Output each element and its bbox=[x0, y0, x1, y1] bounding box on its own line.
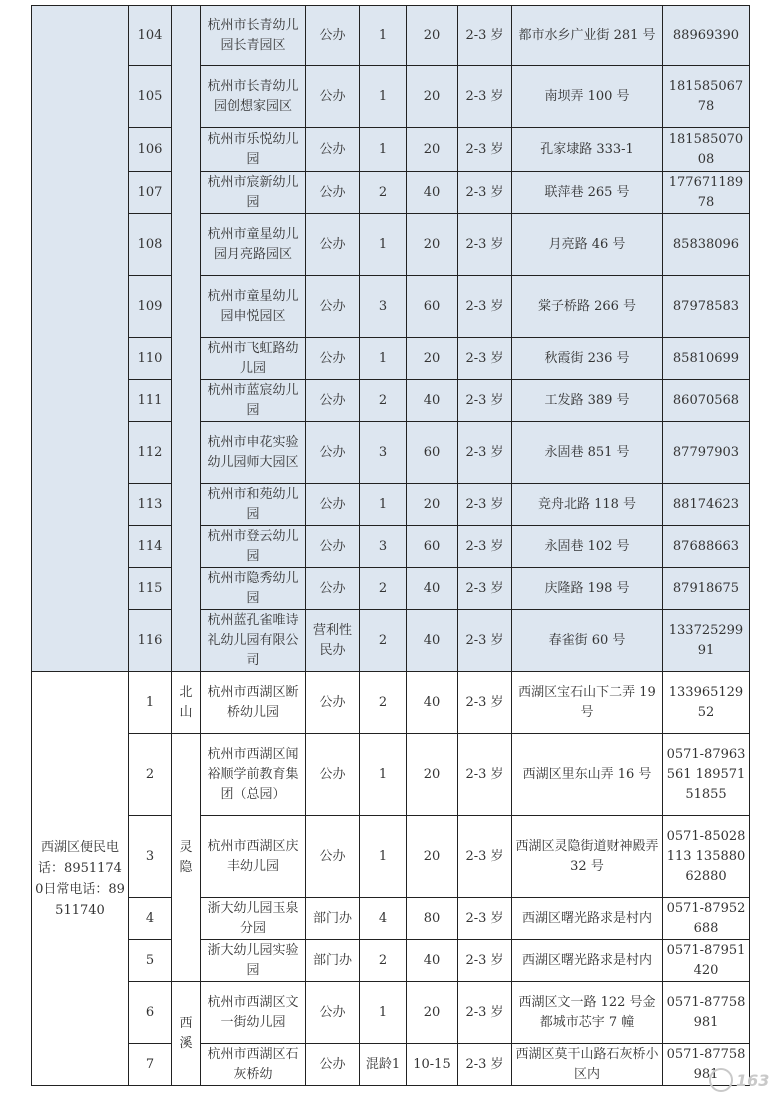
address: 月亮路 46 号 bbox=[512, 214, 663, 276]
table-row bbox=[32, 484, 750, 526]
ownership-type: 公办 bbox=[306, 484, 360, 526]
age-range: 2-3 岁 bbox=[458, 128, 512, 172]
phone: 18158506778 bbox=[663, 66, 750, 128]
age-range: 2-3 岁 bbox=[458, 568, 512, 610]
age-range: 2-3 岁 bbox=[458, 214, 512, 276]
row-no: 108 bbox=[129, 214, 172, 276]
seat-count: 60 bbox=[407, 276, 458, 338]
ownership-type: 公办 bbox=[306, 1044, 360, 1086]
seat-count: 60 bbox=[407, 422, 458, 484]
phone: 0571-87951420 bbox=[663, 940, 750, 982]
subdistrict-beishan: 北山 bbox=[172, 672, 201, 734]
row-no: 3 bbox=[129, 816, 172, 898]
seat-count: 80 bbox=[407, 898, 458, 940]
kindergarten-name: 浙大幼儿园实验园 bbox=[201, 940, 306, 982]
table-row bbox=[32, 526, 750, 568]
ownership-type: 公办 bbox=[306, 6, 360, 66]
phone: 85810699 bbox=[663, 338, 750, 380]
phone: 87797903 bbox=[663, 422, 750, 484]
age-range: 2-3 岁 bbox=[458, 66, 512, 128]
class-count: 4 bbox=[360, 898, 407, 940]
age-range: 2-3 岁 bbox=[458, 380, 512, 422]
row-no: 104 bbox=[129, 6, 172, 66]
ownership-type: 公办 bbox=[306, 66, 360, 128]
phone: 0571-87758981 bbox=[663, 982, 750, 1044]
class-count: 混龄1 bbox=[360, 1044, 407, 1086]
age-range: 2-3 岁 bbox=[458, 1044, 512, 1086]
row-no: 116 bbox=[129, 610, 172, 672]
row-no: 114 bbox=[129, 526, 172, 568]
seat-count: 40 bbox=[407, 568, 458, 610]
table-row bbox=[32, 816, 750, 898]
address: 西湖区灵隐街道财神殿弄 32 号 bbox=[512, 816, 663, 898]
address: 南坝弄 100 号 bbox=[512, 66, 663, 128]
table-row bbox=[32, 276, 750, 338]
address: 工发路 389 号 bbox=[512, 380, 663, 422]
table-row bbox=[32, 128, 750, 172]
kindergarten-name: 杭州市蓝宸幼儿园 bbox=[201, 380, 306, 422]
age-range: 2-3 岁 bbox=[458, 526, 512, 568]
phone: 87918675 bbox=[663, 568, 750, 610]
row-no: 2 bbox=[129, 734, 172, 816]
ownership-type: 营利性民办 bbox=[306, 610, 360, 672]
table-row bbox=[32, 568, 750, 610]
seat-count: 40 bbox=[407, 672, 458, 734]
age-range: 2-3 岁 bbox=[458, 982, 512, 1044]
table-row bbox=[32, 898, 750, 940]
address: 庆隆路 198 号 bbox=[512, 568, 663, 610]
seat-count: 20 bbox=[407, 66, 458, 128]
age-range: 2-3 岁 bbox=[458, 338, 512, 380]
ownership-type: 公办 bbox=[306, 734, 360, 816]
table-row bbox=[32, 1044, 750, 1086]
kindergarten-name: 杭州市童星幼儿园申悦园区 bbox=[201, 276, 306, 338]
age-range: 2-3 岁 bbox=[458, 422, 512, 484]
seat-count: 40 bbox=[407, 610, 458, 672]
kindergarten-name: 浙大幼儿园玉泉分园 bbox=[201, 898, 306, 940]
row-no: 7 bbox=[129, 1044, 172, 1086]
class-count: 1 bbox=[360, 66, 407, 128]
row-no: 105 bbox=[129, 66, 172, 128]
ownership-type: 公办 bbox=[306, 380, 360, 422]
ownership-type: 公办 bbox=[306, 422, 360, 484]
age-range: 2-3 岁 bbox=[458, 816, 512, 898]
address: 孔家埭路 333-1 bbox=[512, 128, 663, 172]
row-no: 106 bbox=[129, 128, 172, 172]
kindergarten-name: 杭州市西湖区闻裕顺学前教育集团（总园） bbox=[201, 734, 306, 816]
phone: 88174623 bbox=[663, 484, 750, 526]
age-range: 2-3 岁 bbox=[458, 610, 512, 672]
phone: 0571-85028113 13588062880 bbox=[663, 816, 750, 898]
phone: 85838096 bbox=[663, 214, 750, 276]
district-cell-prev bbox=[32, 6, 129, 672]
table-row bbox=[32, 214, 750, 276]
class-count: 2 bbox=[360, 672, 407, 734]
class-count: 1 bbox=[360, 128, 407, 172]
table-row bbox=[32, 940, 750, 982]
age-range: 2-3 岁 bbox=[458, 940, 512, 982]
kindergarten-name: 杭州市飞虹路幼儿园 bbox=[201, 338, 306, 380]
seat-count: 40 bbox=[407, 940, 458, 982]
kindergarten-name: 杭州市童星幼儿园月亮路园区 bbox=[201, 214, 306, 276]
age-range: 2-3 岁 bbox=[458, 672, 512, 734]
row-no: 111 bbox=[129, 380, 172, 422]
phone: 13396512952 bbox=[663, 672, 750, 734]
ownership-type: 公办 bbox=[306, 568, 360, 610]
seat-count: 20 bbox=[407, 6, 458, 66]
ownership-type: 公办 bbox=[306, 172, 360, 214]
address: 西湖区宝石山下二弄 19 号 bbox=[512, 672, 663, 734]
seat-count: 20 bbox=[407, 338, 458, 380]
address: 西湖区莫干山路石灰桥小区内 bbox=[512, 1044, 663, 1086]
watermark-logo bbox=[708, 1067, 774, 1093]
class-count: 1 bbox=[360, 338, 407, 380]
class-count: 1 bbox=[360, 214, 407, 276]
ownership-type: 公办 bbox=[306, 128, 360, 172]
phone: 17767118978 bbox=[663, 172, 750, 214]
age-range: 2-3 岁 bbox=[458, 734, 512, 816]
ownership-type: 公办 bbox=[306, 982, 360, 1044]
subdistrict-xixi: 西溪 bbox=[172, 982, 201, 1086]
row-no: 109 bbox=[129, 276, 172, 338]
table-row bbox=[32, 6, 750, 66]
table-row bbox=[32, 982, 750, 1044]
address: 永固巷 102 号 bbox=[512, 526, 663, 568]
table-body bbox=[32, 6, 750, 1086]
address: 都市水乡广业街 281 号 bbox=[512, 6, 663, 66]
ownership-type: 部门办 bbox=[306, 940, 360, 982]
address: 西湖区文一路 122 号金都城市芯宇 7 幢 bbox=[512, 982, 663, 1044]
phone: 86070568 bbox=[663, 380, 750, 422]
class-count: 1 bbox=[360, 6, 407, 66]
address: 西湖区里东山弄 16 号 bbox=[512, 734, 663, 816]
seat-count: 20 bbox=[407, 214, 458, 276]
address: 永固巷 851 号 bbox=[512, 422, 663, 484]
seat-count: 20 bbox=[407, 816, 458, 898]
address: 春雀街 60 号 bbox=[512, 610, 663, 672]
row-no: 113 bbox=[129, 484, 172, 526]
class-count: 1 bbox=[360, 982, 407, 1044]
class-count: 2 bbox=[360, 172, 407, 214]
table-row bbox=[32, 380, 750, 422]
seat-count: 20 bbox=[407, 128, 458, 172]
row-no: 4 bbox=[129, 898, 172, 940]
kindergarten-name: 杭州市长青幼儿园创想家园区 bbox=[201, 66, 306, 128]
address: 棠子桥路 266 号 bbox=[512, 276, 663, 338]
ownership-type: 部门办 bbox=[306, 898, 360, 940]
row-no: 112 bbox=[129, 422, 172, 484]
seat-count: 20 bbox=[407, 734, 458, 816]
kindergarten-name: 杭州市宸新幼儿园 bbox=[201, 172, 306, 214]
phone: 88969390 bbox=[663, 6, 750, 66]
phone: 0571-87758981 bbox=[663, 1044, 750, 1086]
age-range: 2-3 岁 bbox=[458, 898, 512, 940]
table-row bbox=[32, 672, 750, 734]
subdistrict-cell-prev bbox=[172, 6, 201, 672]
watermark-ring bbox=[710, 1069, 732, 1091]
class-count: 3 bbox=[360, 422, 407, 484]
kindergarten-name: 杭州蓝孔雀唯诗礼幼儿园有限公司 bbox=[201, 610, 306, 672]
age-range: 2-3 岁 bbox=[458, 6, 512, 66]
phone: 18158507008 bbox=[663, 128, 750, 172]
class-count: 3 bbox=[360, 526, 407, 568]
phone: 87978583 bbox=[663, 276, 750, 338]
class-count: 1 bbox=[360, 734, 407, 816]
address: 西湖区曙光路求是村内 bbox=[512, 898, 663, 940]
class-count: 2 bbox=[360, 568, 407, 610]
seat-count: 20 bbox=[407, 484, 458, 526]
seat-count: 40 bbox=[407, 172, 458, 214]
watermark-text: 163 bbox=[736, 1071, 770, 1090]
ownership-type: 公办 bbox=[306, 816, 360, 898]
kindergarten-name: 杭州市和苑幼儿园 bbox=[201, 484, 306, 526]
address: 秋霞街 236 号 bbox=[512, 338, 663, 380]
row-no: 1 bbox=[129, 672, 172, 734]
district-cell: 西湖区便民电话：89511740日常电话：89511740 bbox=[32, 672, 129, 1086]
kindergarten-name: 杭州市登云幼儿园 bbox=[201, 526, 306, 568]
kindergarten-name: 杭州市长青幼儿园长青园区 bbox=[201, 6, 306, 66]
table-row bbox=[32, 338, 750, 380]
phone: 0571-87963561 18957151855 bbox=[663, 734, 750, 816]
class-count: 3 bbox=[360, 276, 407, 338]
address: 西湖区曙光路求是村内 bbox=[512, 940, 663, 982]
ownership-type: 公办 bbox=[306, 276, 360, 338]
row-no: 5 bbox=[129, 940, 172, 982]
ownership-type: 公办 bbox=[306, 338, 360, 380]
table-row bbox=[32, 66, 750, 128]
address: 竞舟北路 118 号 bbox=[512, 484, 663, 526]
phone: 87688663 bbox=[663, 526, 750, 568]
class-count: 1 bbox=[360, 816, 407, 898]
phone: 13372529991 bbox=[663, 610, 750, 672]
row-no: 115 bbox=[129, 568, 172, 610]
age-range: 2-3 岁 bbox=[458, 172, 512, 214]
table-row bbox=[32, 734, 750, 816]
age-range: 2-3 岁 bbox=[458, 484, 512, 526]
kindergarten-name: 杭州市西湖区庆丰幼儿园 bbox=[201, 816, 306, 898]
ownership-type: 公办 bbox=[306, 526, 360, 568]
row-no: 107 bbox=[129, 172, 172, 214]
kindergarten-name: 杭州市西湖区文一街幼儿园 bbox=[201, 982, 306, 1044]
row-no: 6 bbox=[129, 982, 172, 1044]
seat-count: 20 bbox=[407, 982, 458, 1044]
phone: 0571-87952688 bbox=[663, 898, 750, 940]
class-count: 2 bbox=[360, 610, 407, 672]
kindergarten-name: 杭州市西湖区断桥幼儿园 bbox=[201, 672, 306, 734]
kindergarten-name: 杭州市隐秀幼儿园 bbox=[201, 568, 306, 610]
table-row bbox=[32, 422, 750, 484]
ownership-type: 公办 bbox=[306, 214, 360, 276]
kindergarten-table bbox=[31, 5, 750, 1086]
table-row bbox=[32, 172, 750, 214]
seat-count: 60 bbox=[407, 526, 458, 568]
subdistrict-lingyin: 灵隐 bbox=[172, 734, 201, 982]
class-count: 2 bbox=[360, 380, 407, 422]
seat-count: 40 bbox=[407, 380, 458, 422]
seat-count: 10-15 bbox=[407, 1044, 458, 1086]
kindergarten-name: 杭州市申花实验幼儿园师大园区 bbox=[201, 422, 306, 484]
kindergarten-name: 杭州市西湖区石灰桥幼 bbox=[201, 1044, 306, 1086]
row-no: 110 bbox=[129, 338, 172, 380]
address: 联萍巷 265 号 bbox=[512, 172, 663, 214]
class-count: 1 bbox=[360, 484, 407, 526]
kindergarten-name: 杭州市乐悦幼儿园 bbox=[201, 128, 306, 172]
ownership-type: 公办 bbox=[306, 672, 360, 734]
class-count: 2 bbox=[360, 940, 407, 982]
table-row bbox=[32, 610, 750, 672]
age-range: 2-3 岁 bbox=[458, 276, 512, 338]
